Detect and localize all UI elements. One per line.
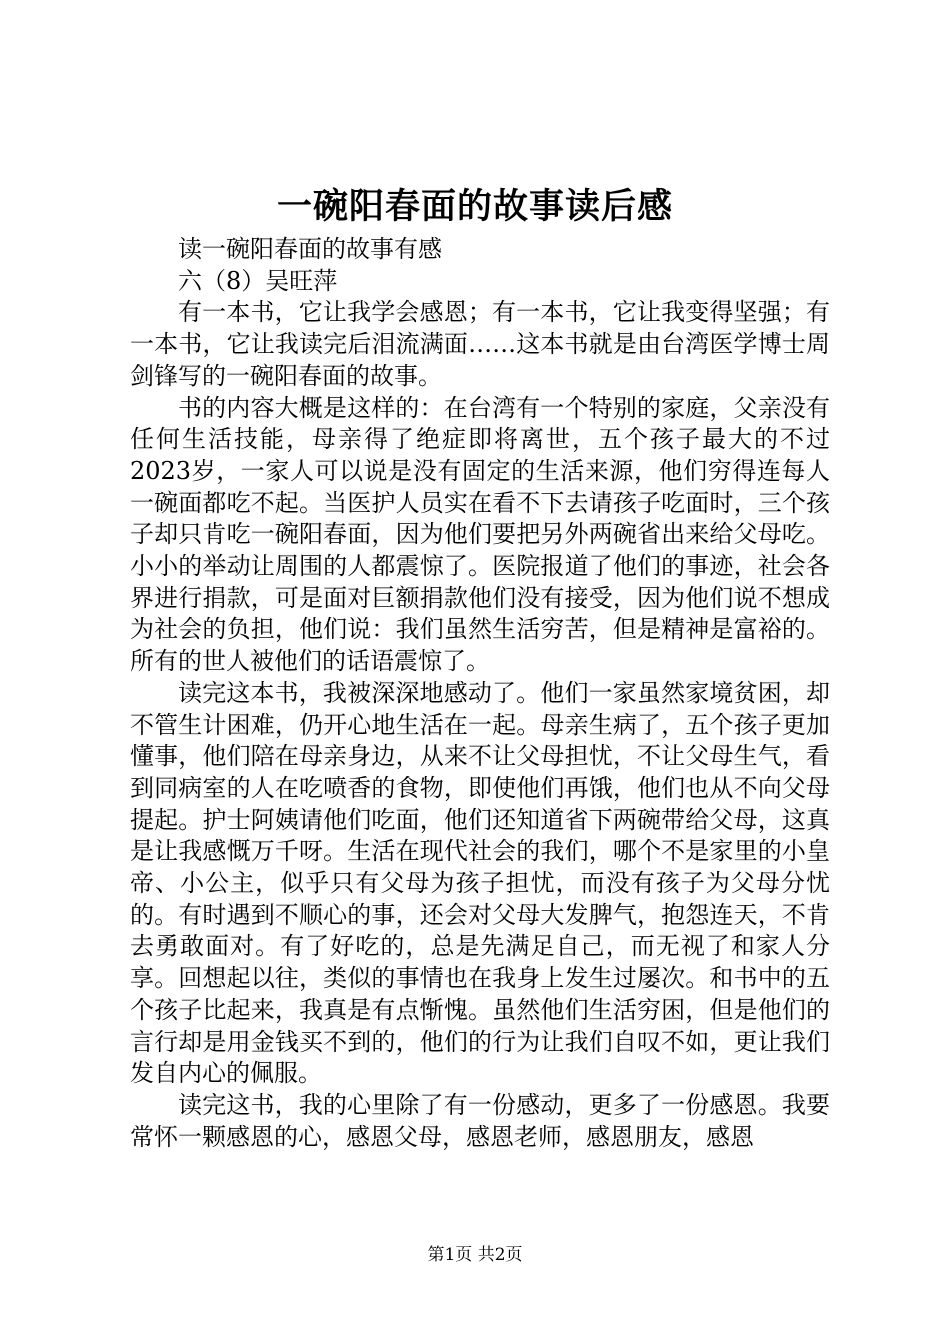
body-paragraph: 有一本书，它让我学会感恩；有一本书，它让我变得坚强；有一本书，它让我读完后泪流满面……这本书就是由台湾医学博士周剑锋写的一碗阳春面的故事。	[130, 298, 830, 390]
document-body	[130, 234, 830, 1153]
document-title: 一碗阳春面的故事读后感	[276, 186, 673, 227]
page-number-footer: 第1页 共2页	[427, 1245, 523, 1265]
body-paragraph: 书的内容大概是这样的：在台湾有一个特别的家庭，父亲没有任何生活技能，母亲得了绝症即将离世，五个孩子最大的不过2023岁，一家人可以说是没有固定的生活来源，他们穷得连每人一碗面都吃不起。当医护人员实在看不下去请孩子吃面时，三个孩子却只肯吃一碗阳春面，因为他们要把另外两碗省出来给父母吃。小小的举动让周围的人都震惊了。医院报道了他们的事迹，社会各界进行捐款，可是面对巨额捐款他们没有接受，因为他们说不想成为社会的负担，他们说：我们虽然生活穷苦，但是精神是富裕的。所有的世人被他们的话语震惊了。	[130, 393, 830, 676]
body-paragraph: 读完这本书，我被深深地感动了。他们一家虽然家境贫困，却不管生计困难，仍开心地生活在一起。母亲生病了，五个孩子更加懂事，他们陪在母亲身边，从来不让父母担忧，不让父母生气，看到同病室的人在吃喷香的食物，即使他们再饿，他们也从不向父母提起。护士阿姨请他们吃面，他们还知道省下两碗带给父母，这真是让我感慨万千呀。生活在现代社会的我们，哪个不是家里的小皇帝、小公主，似乎只有父母为孩子担忧，而没有孩子为父母分忧的。有时遇到不顺心的事，还会对父母大发脾气，抱怨连天，不肯去勇敢面对。有了好吃的，总是先满足自己，而无视了和家人分享。回想起以往，类似的事情也在我身上发生过屡次。和书中的五个孩子比起来，我真是有点惭愧。虽然他们生活穷困，但是他们的言行却是用金钱买不到的，他们的行为让我们自叹不如，更让我们发自内心的佩服。	[130, 678, 830, 1088]
author-paragraph: 六（8）吴旺萍	[178, 266, 338, 295]
body-paragraph: 读完这书，我的心里除了有一份感动，更多了一份感恩。我要常怀一颗感恩的心，感恩父母，感恩老师，感恩朋友，感恩	[130, 1090, 830, 1151]
subtitle-paragraph: 读一碗阳春面的故事有感	[178, 235, 442, 263]
